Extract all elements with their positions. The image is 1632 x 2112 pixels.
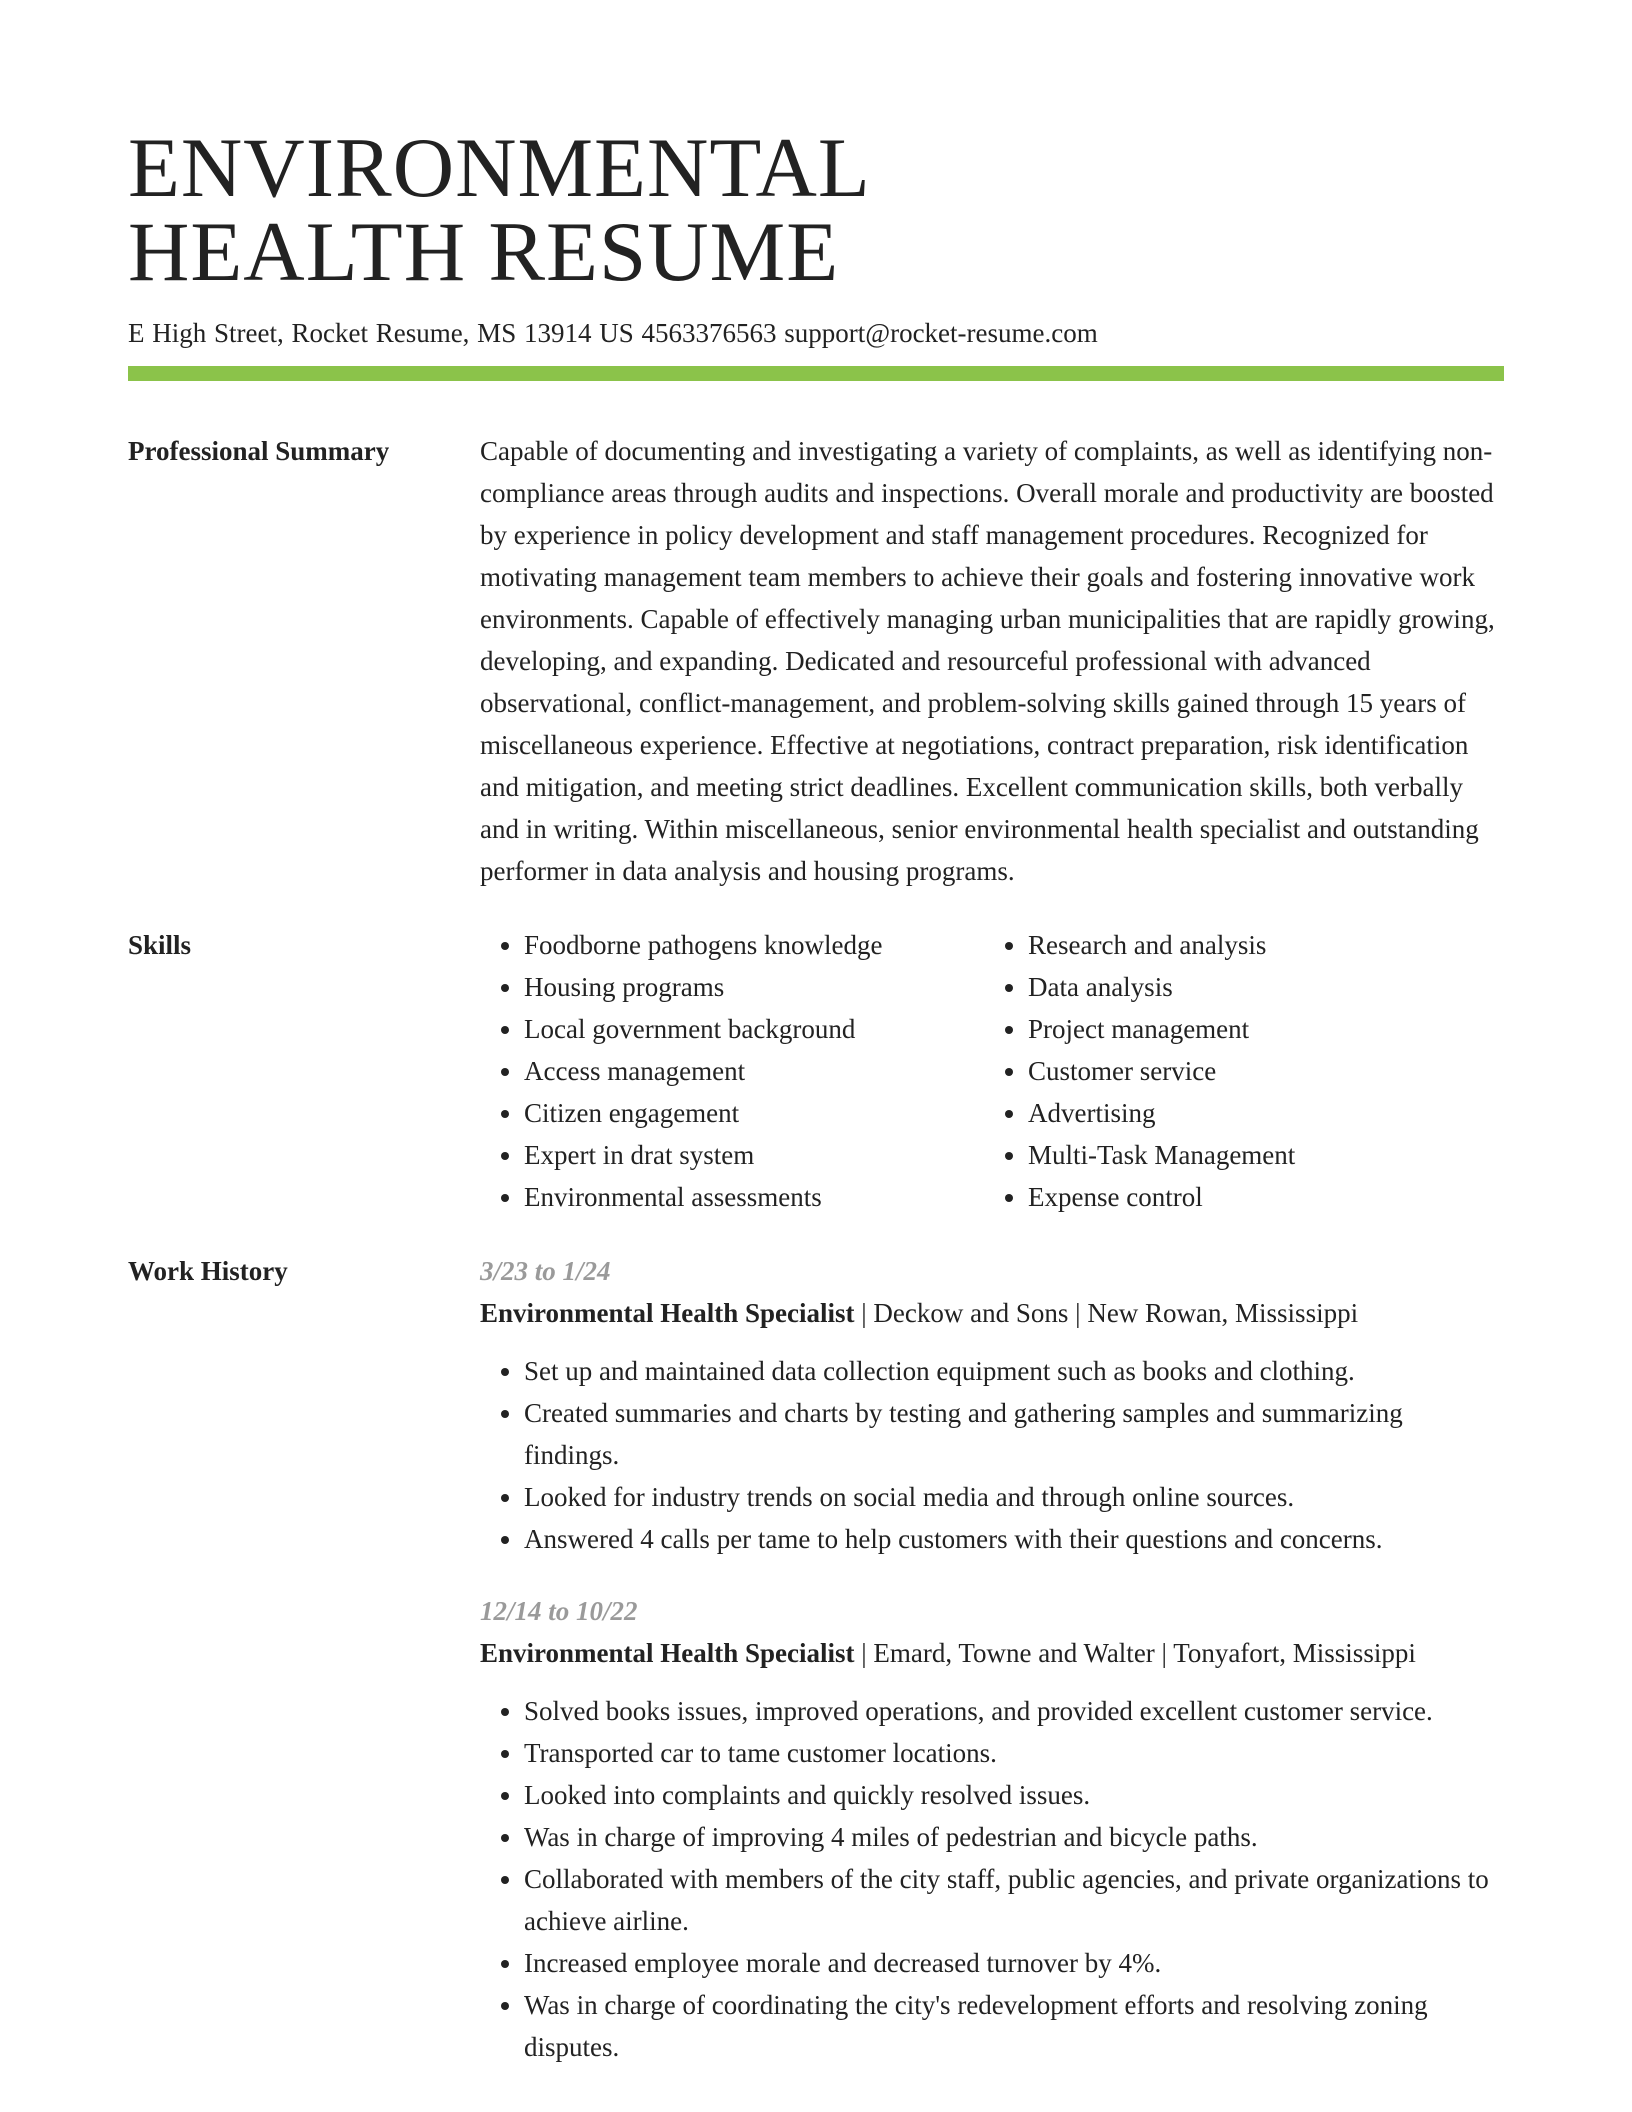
resume-title	[128, 0, 1504, 299]
skills-columns	[480, 924, 1504, 1218]
job-details: | Deckow and Sons | New Rowan, Mississippi	[854, 1298, 1359, 1328]
job-bullet: • Looked for industry trends on social media and through online sources.	[524, 1476, 1504, 1518]
section-label-work-history: Work History	[128, 1256, 288, 1286]
resume-title-line-1: ENVIRONMENTAL	[128, 121, 871, 215]
skill-item: • Project management	[1028, 1008, 1488, 1050]
skill-item: • Advertising	[1028, 1092, 1488, 1134]
skill-item: • Customer service	[1028, 1050, 1488, 1092]
job-bullet-list	[480, 1350, 1504, 1560]
job-bullet: • Looked into complaints and quickly resolved issues.	[524, 1774, 1504, 1816]
skills-list-right	[984, 924, 1488, 1218]
resume-page	[128, 0, 1504, 2098]
job-bullet: • Transported car to tame customer locations.	[524, 1732, 1504, 1774]
job-dates: 3/23 to 1/24	[480, 1256, 611, 1286]
job-bullet: • Set up and maintained data collection equipment such as books and clothing.	[524, 1350, 1504, 1392]
skill-item: • Housing programs	[524, 966, 984, 1008]
job-bullet: • Answered 4 calls per tame to help customers with their questions and concerns.	[524, 1518, 1504, 1560]
resume-title-line-2: HEALTH RESUME	[128, 205, 840, 299]
skills-list-left	[480, 924, 984, 1218]
job-bullet-list	[480, 1690, 1504, 2068]
work-history-section	[128, 1250, 1504, 2098]
job-title: Environmental Health Specialist	[480, 1638, 855, 1668]
skill-item: • Data analysis	[1028, 966, 1488, 1008]
job-details: | Emard, Towne and Walter | Tonyafort, Mississippi	[854, 1638, 1416, 1668]
skill-item: • Research and analysis	[1028, 924, 1488, 966]
job-heading	[480, 1292, 1504, 1334]
job-entry	[480, 1250, 1504, 1560]
job-title: Environmental Health Specialist	[480, 1298, 855, 1328]
work-history-body	[480, 1250, 1504, 2098]
summary-text: Capable of documenting and investigating a variety of complaints, as well as identifying non-compliance areas through audits and inspections. Overall morale and productivity are boosted by experience in policy development and staff management procedures. Recognized for motivating management team members to achieve their goals and fostering innovative work environments. Capable of effectively managing urban municipalities that are rapidly growing, developing, and expanding. Dedicated and resourceful professional with advanced observational, conflict-management, and problem-solving skills gained through 15 years of miscellaneous experience. Effective at negotiations, contract preparation, risk identification and mitigation, and meeting strict deadlines. Excellent communication skills, both verbally and in writing. Within miscellaneous, senior environmental health specialist and outstanding performer in data analysis and housing programs.	[480, 436, 1495, 886]
skill-item: • Multi-Task Management	[1028, 1134, 1488, 1176]
header-divider	[128, 366, 1504, 381]
job-bullet: • Was in charge of improving 4 miles of pedestrian and bicycle paths.	[524, 1816, 1504, 1858]
skill-item: • Expense control	[1028, 1176, 1488, 1218]
job-bullet: • Increased employee morale and decreased turnover by 4%.	[524, 1942, 1504, 1984]
skills-section	[128, 924, 1504, 1218]
skill-item: • Foodborne pathogens knowledge	[524, 924, 984, 966]
skill-item: • Access management	[524, 1050, 984, 1092]
skill-item: • Local government background	[524, 1008, 984, 1050]
contact-info: E High Street, Rocket Resume, MS 13914 US 4563376563 support@rocket-resume.com	[128, 318, 1098, 348]
professional-summary-section	[128, 430, 1504, 892]
job-heading	[480, 1632, 1504, 1674]
job-dates: 12/14 to 10/22	[480, 1596, 638, 1626]
job-entry	[480, 1590, 1504, 2068]
skill-item: • Expert in drat system	[524, 1134, 984, 1176]
section-label-skills: Skills	[128, 930, 192, 960]
skills-body	[480, 924, 1504, 1218]
job-bullet: • Created summaries and charts by testing and gathering samples and summarizing findings.	[524, 1392, 1504, 1476]
skill-item: • Citizen engagement	[524, 1092, 984, 1134]
job-bullet: • Collaborated with members of the city staff, public agencies, and private organizations to achieve airline.	[524, 1858, 1504, 1942]
section-label-summary: Professional Summary	[128, 436, 390, 466]
skill-item: • Environmental assessments	[524, 1176, 984, 1218]
job-bullet: • Solved books issues, improved operations, and provided excellent customer service.	[524, 1690, 1504, 1732]
job-bullet: • Was in charge of coordinating the city's redevelopment efforts and resolving zoning disputes.	[524, 1984, 1504, 2068]
